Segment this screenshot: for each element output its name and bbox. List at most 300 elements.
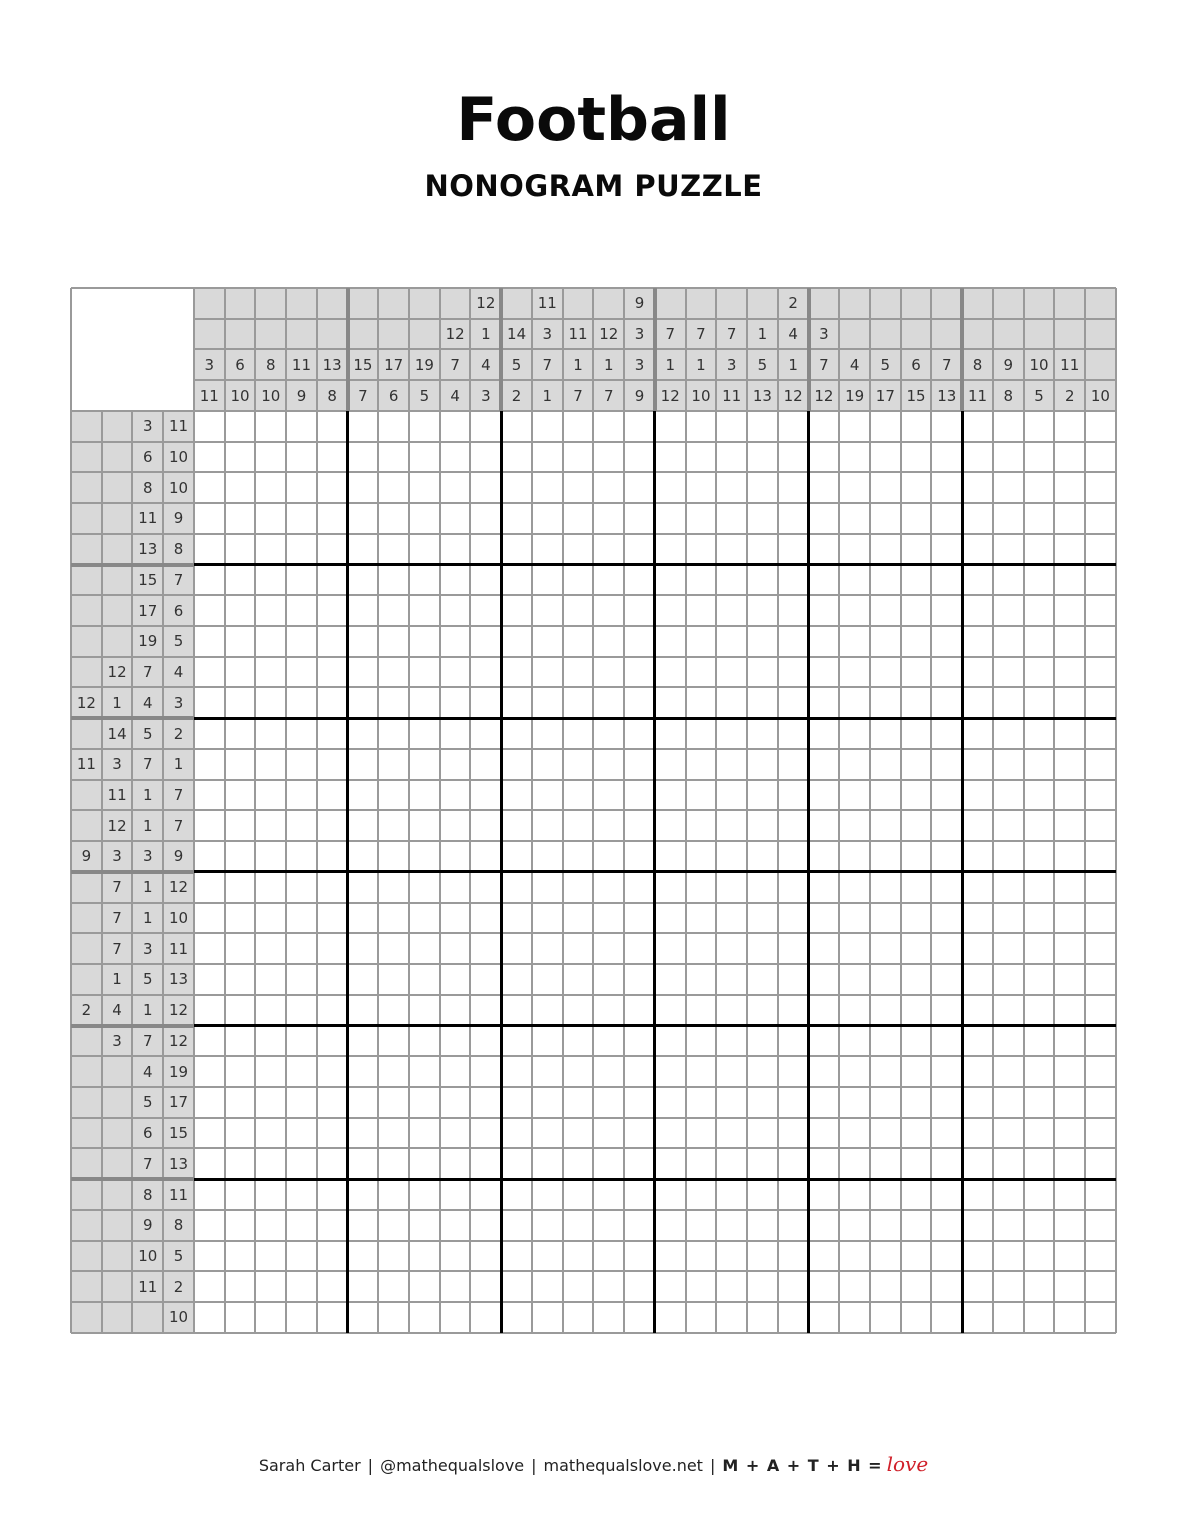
grid-cell[interactable] [901,1026,932,1057]
grid-cell[interactable] [501,995,532,1026]
grid-cell[interactable] [993,841,1024,872]
grid-cell[interactable] [593,1241,624,1272]
grid-cell[interactable] [348,687,379,718]
grid-cell[interactable] [225,780,256,811]
grid-cell[interactable] [532,872,563,903]
grid-cell[interactable] [931,687,962,718]
grid-cell[interactable] [378,595,409,626]
grid-cell[interactable] [901,749,932,780]
grid-cell[interactable] [747,780,778,811]
grid-cell[interactable] [1085,1148,1116,1179]
grid-cell[interactable] [501,749,532,780]
grid-cell[interactable] [1085,1118,1116,1149]
grid-cell[interactable] [993,1026,1024,1057]
grid-cell[interactable] [255,1026,286,1057]
grid-cell[interactable] [931,872,962,903]
grid-cell[interactable] [409,995,440,1026]
grid-cell[interactable] [470,810,501,841]
grid-cell[interactable] [655,1271,686,1302]
grid-cell[interactable] [962,1179,993,1210]
grid-cell[interactable] [470,1271,501,1302]
grid-cell[interactable] [901,1271,932,1302]
grid-cell[interactable] [1024,687,1055,718]
grid-cell[interactable] [501,565,532,596]
grid-cell[interactable] [778,411,809,442]
grid-cell[interactable] [1054,411,1085,442]
grid-cell[interactable] [901,933,932,964]
grid-cell[interactable] [778,903,809,934]
grid-cell[interactable] [194,1056,225,1087]
grid-cell[interactable] [286,626,317,657]
grid-cell[interactable] [470,687,501,718]
grid-cell[interactable] [440,749,471,780]
grid-cell[interactable] [317,1087,348,1118]
grid-cell[interactable] [778,1087,809,1118]
grid-cell[interactable] [655,411,686,442]
grid-cell[interactable] [255,1241,286,1272]
grid-cell[interactable] [655,1302,686,1333]
grid-cell[interactable] [839,1241,870,1272]
grid-cell[interactable] [870,534,901,565]
grid-cell[interactable] [593,841,624,872]
grid-cell[interactable] [993,503,1024,534]
grid-cell[interactable] [747,595,778,626]
grid-cell[interactable] [1085,657,1116,688]
grid-cell[interactable] [993,810,1024,841]
grid-cell[interactable] [962,472,993,503]
grid-cell[interactable] [286,1118,317,1149]
grid-cell[interactable] [348,872,379,903]
grid-cell[interactable] [348,1148,379,1179]
grid-cell[interactable] [348,1056,379,1087]
grid-cell[interactable] [194,442,225,473]
grid-cell[interactable] [962,718,993,749]
grid-cell[interactable] [1054,687,1085,718]
grid-cell[interactable] [409,841,440,872]
grid-cell[interactable] [716,687,747,718]
grid-cell[interactable] [655,1026,686,1057]
grid-cell[interactable] [378,810,409,841]
grid-cell[interactable] [716,595,747,626]
grid-cell[interactable] [778,565,809,596]
grid-cell[interactable] [409,1118,440,1149]
grid-cell[interactable] [716,1026,747,1057]
grid-cell[interactable] [225,1056,256,1087]
grid-cell[interactable] [839,565,870,596]
grid-cell[interactable] [870,565,901,596]
grid-cell[interactable] [563,472,594,503]
grid-cell[interactable] [470,1241,501,1272]
grid-cell[interactable] [225,472,256,503]
grid-cell[interactable] [624,534,655,565]
grid-cell[interactable] [931,718,962,749]
grid-cell[interactable] [993,442,1024,473]
grid-cell[interactable] [225,1118,256,1149]
grid-cell[interactable] [870,503,901,534]
grid-cell[interactable] [563,1271,594,1302]
grid-cell[interactable] [624,1302,655,1333]
grid-cell[interactable] [839,503,870,534]
grid-cell[interactable] [809,1148,840,1179]
grid-cell[interactable] [563,534,594,565]
grid-cell[interactable] [194,995,225,1026]
grid-cell[interactable] [286,872,317,903]
grid-cell[interactable] [931,1241,962,1272]
grid-cell[interactable] [962,1210,993,1241]
grid-cell[interactable] [348,810,379,841]
grid-cell[interactable] [870,1118,901,1149]
grid-cell[interactable] [686,534,717,565]
grid-cell[interactable] [870,595,901,626]
grid-cell[interactable] [378,1271,409,1302]
grid-cell[interactable] [317,472,348,503]
grid-cell[interactable] [378,1241,409,1272]
grid-cell[interactable] [470,472,501,503]
grid-cell[interactable] [286,995,317,1026]
grid-cell[interactable] [839,534,870,565]
grid-cell[interactable] [286,1087,317,1118]
grid-cell[interactable] [1085,810,1116,841]
grid-cell[interactable] [532,503,563,534]
grid-cell[interactable] [194,565,225,596]
grid-cell[interactable] [1024,749,1055,780]
grid-cell[interactable] [747,1241,778,1272]
grid-cell[interactable] [317,780,348,811]
grid-cell[interactable] [655,903,686,934]
grid-cell[interactable] [870,626,901,657]
grid-cell[interactable] [1024,995,1055,1026]
grid-cell[interactable] [532,964,563,995]
grid-cell[interactable] [286,964,317,995]
grid-cell[interactable] [378,872,409,903]
grid-cell[interactable] [409,933,440,964]
grid-cell[interactable] [255,1148,286,1179]
grid-cell[interactable] [501,626,532,657]
grid-cell[interactable] [655,442,686,473]
grid-cell[interactable] [1085,687,1116,718]
grid-cell[interactable] [225,411,256,442]
grid-cell[interactable] [317,749,348,780]
grid-cell[interactable] [839,1210,870,1241]
grid-cell[interactable] [593,749,624,780]
grid-cell[interactable] [931,1179,962,1210]
grid-cell[interactable] [532,1271,563,1302]
grid-cell[interactable] [440,964,471,995]
grid-cell[interactable] [1085,442,1116,473]
grid-cell[interactable] [962,657,993,688]
grid-cell[interactable] [317,657,348,688]
grid-cell[interactable] [901,472,932,503]
grid-cell[interactable] [593,595,624,626]
grid-cell[interactable] [778,1148,809,1179]
grid-cell[interactable] [624,749,655,780]
grid-cell[interactable] [225,626,256,657]
grid-cell[interactable] [809,565,840,596]
grid-cell[interactable] [778,1118,809,1149]
grid-cell[interactable] [501,687,532,718]
grid-cell[interactable] [686,595,717,626]
grid-cell[interactable] [563,411,594,442]
grid-cell[interactable] [1024,1026,1055,1057]
grid-cell[interactable] [655,565,686,596]
grid-cell[interactable] [778,657,809,688]
grid-cell[interactable] [624,687,655,718]
grid-cell[interactable] [686,841,717,872]
grid-cell[interactable] [378,411,409,442]
grid-cell[interactable] [501,1302,532,1333]
grid-cell[interactable] [593,780,624,811]
grid-cell[interactable] [1024,534,1055,565]
grid-cell[interactable] [962,1302,993,1333]
grid-cell[interactable] [993,933,1024,964]
grid-cell[interactable] [501,442,532,473]
grid-cell[interactable] [593,1210,624,1241]
grid-cell[interactable] [532,780,563,811]
grid-cell[interactable] [317,411,348,442]
grid-cell[interactable] [194,657,225,688]
grid-cell[interactable] [470,411,501,442]
grid-cell[interactable] [809,964,840,995]
grid-cell[interactable] [593,411,624,442]
grid-cell[interactable] [286,565,317,596]
grid-cell[interactable] [532,718,563,749]
grid-cell[interactable] [348,1271,379,1302]
grid-cell[interactable] [378,1087,409,1118]
grid-cell[interactable] [194,687,225,718]
grid-cell[interactable] [993,903,1024,934]
grid-cell[interactable] [747,1026,778,1057]
grid-cell[interactable] [409,1302,440,1333]
grid-cell[interactable] [778,1026,809,1057]
grid-cell[interactable] [194,503,225,534]
grid-cell[interactable] [1054,472,1085,503]
grid-cell[interactable] [532,687,563,718]
grid-cell[interactable] [747,626,778,657]
grid-cell[interactable] [716,1087,747,1118]
grid-cell[interactable] [409,687,440,718]
grid-cell[interactable] [901,1087,932,1118]
grid-cell[interactable] [470,903,501,934]
grid-cell[interactable] [962,749,993,780]
grid-cell[interactable] [655,964,686,995]
grid-cell[interactable] [778,472,809,503]
grid-cell[interactable] [1024,964,1055,995]
grid-cell[interactable] [778,749,809,780]
grid-cell[interactable] [1054,810,1085,841]
grid-cell[interactable] [409,1241,440,1272]
grid-cell[interactable] [931,933,962,964]
grid-cell[interactable] [255,964,286,995]
grid-cell[interactable] [747,687,778,718]
grid-cell[interactable] [532,1148,563,1179]
grid-cell[interactable] [563,657,594,688]
grid-cell[interactable] [1024,1271,1055,1302]
grid-cell[interactable] [348,1241,379,1272]
grid-cell[interactable] [532,472,563,503]
grid-cell[interactable] [225,595,256,626]
grid-cell[interactable] [593,1302,624,1333]
grid-cell[interactable] [194,1241,225,1272]
grid-cell[interactable] [655,472,686,503]
grid-cell[interactable] [286,442,317,473]
grid-cell[interactable] [747,749,778,780]
grid-cell[interactable] [317,687,348,718]
grid-cell[interactable] [440,810,471,841]
grid-cell[interactable] [624,995,655,1026]
grid-cell[interactable] [563,595,594,626]
grid-cell[interactable] [686,1118,717,1149]
grid-cell[interactable] [901,565,932,596]
grid-cell[interactable] [1054,1056,1085,1087]
grid-cell[interactable] [286,1271,317,1302]
grid-cell[interactable] [1024,565,1055,596]
grid-cell[interactable] [839,1056,870,1087]
grid-cell[interactable] [962,1241,993,1272]
grid-cell[interactable] [317,1210,348,1241]
grid-cell[interactable] [655,810,686,841]
grid-cell[interactable] [686,718,717,749]
grid-cell[interactable] [532,1056,563,1087]
grid-cell[interactable] [440,718,471,749]
grid-cell[interactable] [993,1210,1024,1241]
grid-cell[interactable] [870,780,901,811]
grid-cell[interactable] [225,995,256,1026]
grid-cell[interactable] [225,687,256,718]
grid-cell[interactable] [993,1271,1024,1302]
grid-cell[interactable] [993,595,1024,626]
grid-cell[interactable] [378,1026,409,1057]
grid-cell[interactable] [931,903,962,934]
grid-cell[interactable] [501,411,532,442]
grid-cell[interactable] [778,933,809,964]
grid-cell[interactable] [255,995,286,1026]
grid-cell[interactable] [870,472,901,503]
grid-cell[interactable] [624,1056,655,1087]
grid-cell[interactable] [532,749,563,780]
grid-cell[interactable] [809,1241,840,1272]
grid-cell[interactable] [901,1210,932,1241]
grid-cell[interactable] [624,595,655,626]
grid-cell[interactable] [901,841,932,872]
grid-cell[interactable] [686,780,717,811]
grid-cell[interactable] [839,1087,870,1118]
grid-cell[interactable] [962,933,993,964]
grid-cell[interactable] [716,810,747,841]
grid-cell[interactable] [931,1026,962,1057]
grid-cell[interactable] [532,657,563,688]
grid-cell[interactable] [901,810,932,841]
grid-cell[interactable] [839,933,870,964]
grid-cell[interactable] [194,1026,225,1057]
grid-cell[interactable] [870,1179,901,1210]
grid-cell[interactable] [778,503,809,534]
grid-cell[interactable] [747,657,778,688]
grid-cell[interactable] [901,687,932,718]
grid-cell[interactable] [225,1210,256,1241]
grid-cell[interactable] [286,749,317,780]
grid-cell[interactable] [686,1056,717,1087]
grid-cell[interactable] [501,841,532,872]
grid-cell[interactable] [809,1118,840,1149]
grid-cell[interactable] [993,1056,1024,1087]
grid-cell[interactable] [440,565,471,596]
grid-cell[interactable] [686,442,717,473]
grid-cell[interactable] [440,472,471,503]
grid-cell[interactable] [532,1087,563,1118]
grid-cell[interactable] [1024,1241,1055,1272]
grid-cell[interactable] [348,1026,379,1057]
grid-cell[interactable] [409,872,440,903]
grid-cell[interactable] [348,472,379,503]
grid-cell[interactable] [716,749,747,780]
grid-cell[interactable] [501,810,532,841]
grid-cell[interactable] [1085,534,1116,565]
grid-cell[interactable] [501,1179,532,1210]
social-handle[interactable]: @mathequalslove [380,1456,525,1475]
grid-cell[interactable] [501,780,532,811]
grid-cell[interactable] [778,872,809,903]
grid-cell[interactable] [809,595,840,626]
grid-cell[interactable] [655,933,686,964]
grid-cell[interactable] [470,595,501,626]
grid-cell[interactable] [563,1148,594,1179]
grid-cell[interactable] [778,1302,809,1333]
grid-cell[interactable] [532,1118,563,1149]
grid-cell[interactable] [1054,565,1085,596]
grid-cell[interactable] [1054,841,1085,872]
grid-cell[interactable] [778,1210,809,1241]
grid-cell[interactable] [686,903,717,934]
grid-cell[interactable] [194,1179,225,1210]
grid-cell[interactable] [931,657,962,688]
grid-cell[interactable] [624,411,655,442]
website-link[interactable]: mathequalslove.net [543,1456,703,1475]
grid-cell[interactable] [194,718,225,749]
grid-cell[interactable] [225,565,256,596]
grid-cell[interactable] [501,933,532,964]
grid-cell[interactable] [993,472,1024,503]
grid-cell[interactable] [409,657,440,688]
grid-cell[interactable] [1024,1302,1055,1333]
grid-cell[interactable] [962,411,993,442]
grid-cell[interactable] [716,442,747,473]
grid-cell[interactable] [962,503,993,534]
grid-cell[interactable] [993,411,1024,442]
grid-cell[interactable] [839,595,870,626]
grid-cell[interactable] [286,687,317,718]
grid-cell[interactable] [317,1241,348,1272]
grid-cell[interactable] [378,933,409,964]
grid-cell[interactable] [993,534,1024,565]
grid-cell[interactable] [1024,503,1055,534]
grid-cell[interactable] [501,503,532,534]
grid-cell[interactable] [501,1210,532,1241]
grid-cell[interactable] [993,1179,1024,1210]
grid-cell[interactable] [716,565,747,596]
grid-cell[interactable] [716,411,747,442]
grid-cell[interactable] [317,1271,348,1302]
grid-cell[interactable] [716,872,747,903]
grid-cell[interactable] [870,1026,901,1057]
grid-cell[interactable] [1024,872,1055,903]
grid-cell[interactable] [993,1087,1024,1118]
grid-cell[interactable] [931,964,962,995]
grid-cell[interactable] [1024,1056,1055,1087]
grid-cell[interactable] [409,565,440,596]
grid-cell[interactable] [686,749,717,780]
grid-cell[interactable] [378,749,409,780]
grid-cell[interactable] [593,718,624,749]
